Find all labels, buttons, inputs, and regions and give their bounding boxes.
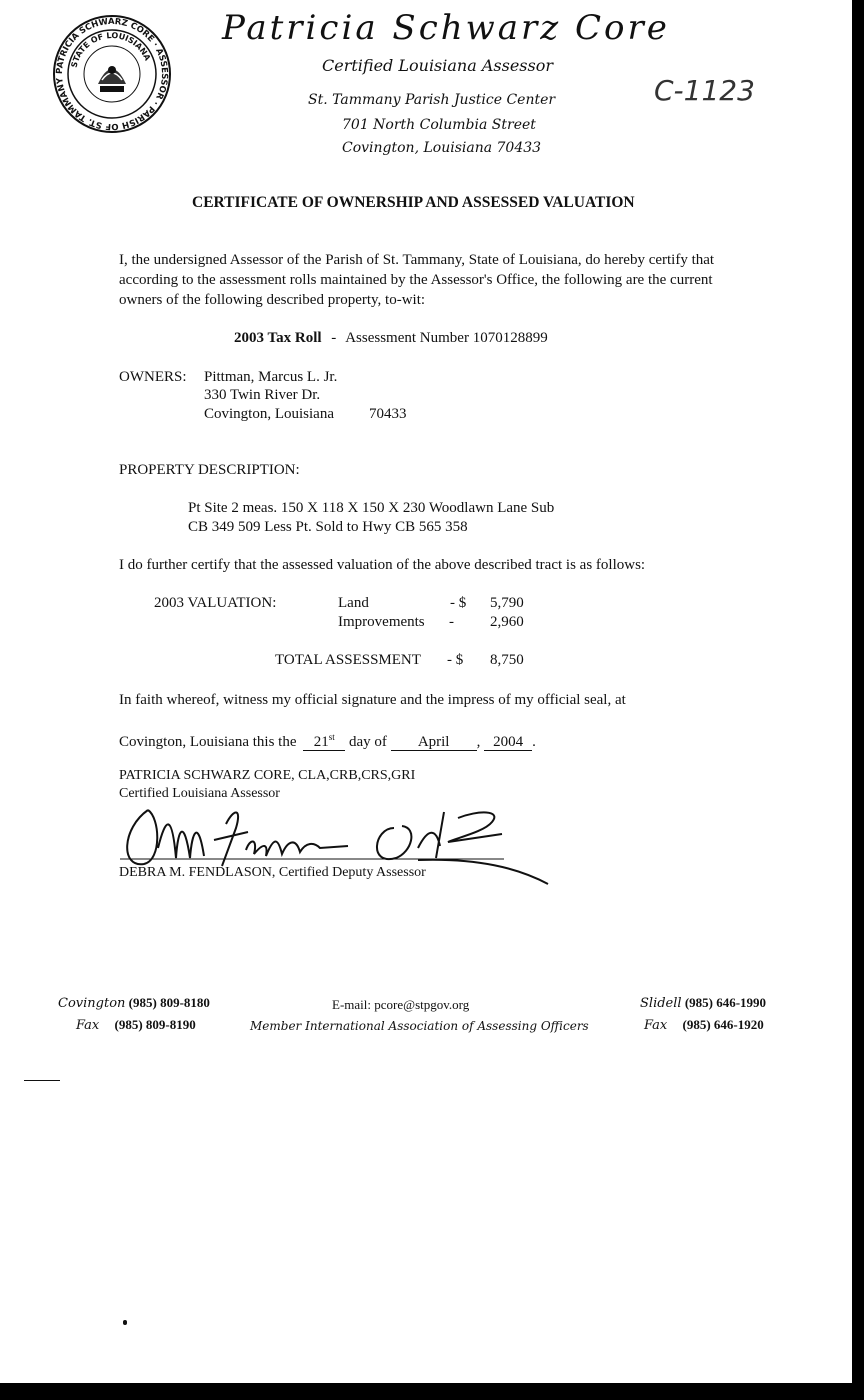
valuation-intro: I do further certify that the assessed valuation of the above described tract is as follows: — [119, 557, 646, 573]
footer-slidell-phone — [640, 995, 766, 1011]
improvements-separator: - — [449, 614, 454, 630]
footer-covington-phone — [58, 995, 210, 1011]
assessor-name-letterhead: Patricia Schwarz Core — [222, 8, 670, 48]
property-label: PROPERTY DESCRIPTION: — [119, 462, 300, 478]
seal-outer-text: PATRICIA SCHWARZ CORE · ASSESSOR · PARISH OF ST. TAMMANY — [54, 16, 170, 132]
intro-line-1: I, the undersigned Assessor of the Parish of St. Tammany, State of Louisiana, do hereby certify that — [119, 252, 715, 268]
deputy-assessor-line: DEBRA M. FENDLASON, Certified Deputy Assessor — [119, 865, 426, 880]
land-separator: - $ — [450, 595, 467, 611]
footer-covington-label: Covington — [58, 996, 126, 1011]
tax-roll-line — [234, 330, 548, 347]
date-day — [303, 730, 345, 751]
footer-slidell-number: (985) 646-1990 — [684, 995, 767, 1010]
total-separator: - $ — [447, 652, 464, 668]
assessor-signatory-name: PATRICIA SCHWARZ CORE, CLA,CRB,CRS,GRI — [119, 768, 416, 783]
letterhead-address-line3: Covington, Louisiana 70433 — [342, 140, 542, 156]
owner-name: Pittman, Marcus L. Jr. — [204, 369, 338, 385]
handwritten-reference: C-1123 — [654, 74, 755, 107]
pelican-emblem-icon — [98, 66, 126, 92]
assessor-signatory-title: Certified Louisiana Assessor — [119, 786, 280, 801]
property-line-2: CB 349 509 Less Pt. Sold to Hwy CB 565 358 — [188, 519, 468, 535]
date-line — [119, 730, 536, 751]
footer-covington-fax — [76, 1017, 196, 1033]
date-mid: day of — [349, 734, 387, 750]
date-day-number: 21 — [313, 734, 329, 750]
certificate-heading: CERTIFICATE OF OWNERSHIP AND ASSESSED VALUATION — [192, 194, 635, 211]
owner-city: Covington, Louisiana — [204, 406, 334, 422]
footer-covington-number: (985) 809-8180 — [128, 995, 210, 1010]
property-line-1: Pt Site 2 meas. 150 X 118 X 150 X 230 Woodlawn Lane Sub — [188, 500, 555, 516]
assessor-seal — [52, 14, 172, 134]
footer-fax-label-right: Fax — [644, 1018, 668, 1033]
tax-roll-label: 2003 Tax Roll — [234, 330, 322, 346]
footer-fax-number-left: (985) 809-8190 — [114, 1017, 196, 1032]
valuation-label: 2003 VALUATION: — [154, 595, 277, 611]
scan-speck — [123, 1320, 127, 1325]
letterhead-address-line1: St. Tammany Parish Justice Center — [308, 92, 556, 108]
scan-mark-line — [24, 1080, 60, 1081]
footer-email[interactable]: E-mail: pcore@stpgov.org — [332, 997, 470, 1012]
footer-slidell-label: Slidell — [640, 996, 682, 1011]
owner-street: 330 Twin River Dr. — [204, 387, 321, 403]
owner-zip: 70433 — [369, 406, 407, 422]
footer-membership: Member International Association of Assessing Officers — [250, 1019, 589, 1033]
seal-inner-text: STATE OF LOUISIANA — [69, 30, 153, 69]
date-month: April — [391, 735, 477, 751]
improvements-value: 2,960 — [490, 614, 524, 630]
owners-label: OWNERS: — [119, 369, 187, 385]
total-assessment-value: 8,750 — [490, 652, 524, 668]
footer-fax-label-left: Fax — [76, 1018, 100, 1033]
total-assessment-label: TOTAL ASSESSMENT — [275, 652, 421, 668]
land-value: 5,790 — [490, 595, 524, 611]
footer-slidell-fax — [644, 1017, 764, 1033]
land-label: Land — [338, 595, 369, 611]
tax-roll-separator: - — [331, 330, 337, 346]
intro-line-3: owners of the following described property, to-wit: — [119, 292, 426, 308]
intro-line-2: according to the assessment rolls maintained by the Assessor's Office, the following are the current — [119, 272, 713, 288]
date-day-suffix: st — [328, 732, 335, 742]
faith-line: In faith whereof, witness my official signature and the impress of my official seal, at — [119, 692, 626, 708]
date-end: . — [532, 734, 536, 750]
date-comma: , — [476, 734, 481, 750]
improvements-label: Improvements — [338, 614, 425, 630]
date-prefix: Covington, Louisiana this the — [119, 734, 297, 750]
assessment-number: Assessment Number 1070128899 — [345, 330, 548, 346]
date-year: 2004 — [484, 735, 532, 751]
letterhead-title: Certified Louisiana Assessor — [322, 56, 553, 75]
footer-fax-number-right: (985) 646-1920 — [682, 1017, 764, 1032]
letterhead-address-line2: 701 North Columbia Street — [342, 117, 536, 133]
